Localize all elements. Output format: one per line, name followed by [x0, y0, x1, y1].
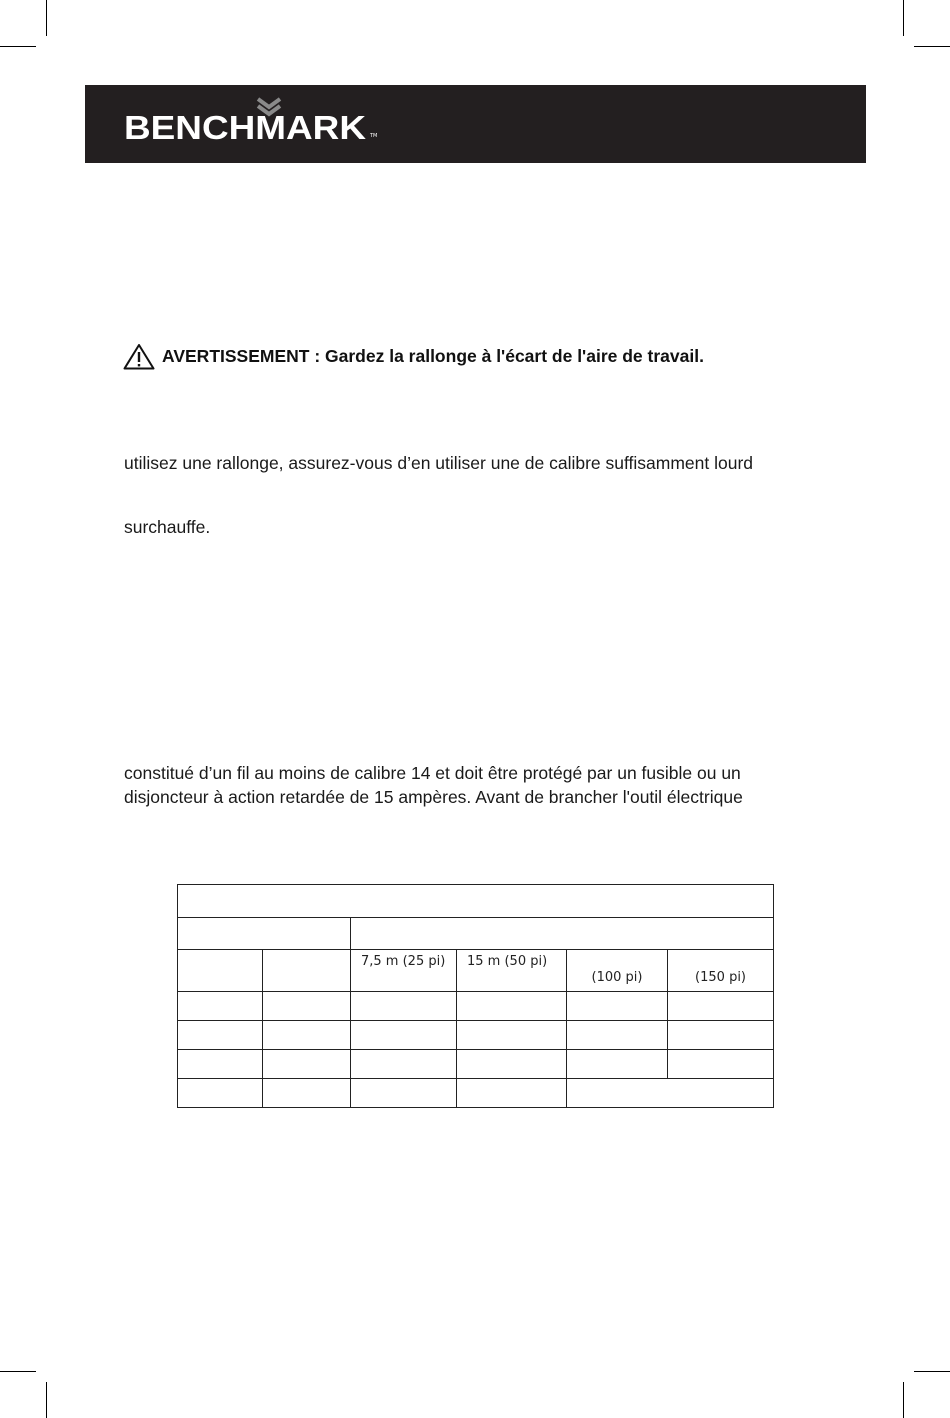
table-header-row — [178, 950, 774, 992]
length-header-25: 7,5 m (25 pi) — [361, 954, 446, 969]
table-cell — [351, 1021, 457, 1050]
table-header-cell — [668, 950, 774, 992]
table-cell — [263, 1050, 351, 1079]
crop-mark — [46, 0, 47, 36]
table-cell — [178, 950, 263, 992]
table-cell — [351, 992, 457, 1021]
warning-text: AVERTISSEMENT : Gardez la rallonge à l'écart de l'aire de travail. — [162, 345, 704, 366]
crop-mark — [914, 1371, 950, 1372]
table-cell — [263, 950, 351, 992]
svg-text:TM: TM — [370, 133, 378, 139]
crop-mark — [46, 1382, 47, 1418]
table-cell — [263, 1021, 351, 1050]
paragraph-line: constitué d’un fil au moins de calibre 14 et doit être protégé par un fusible ou un — [124, 763, 741, 783]
table-cell — [457, 1050, 567, 1079]
length-header-100: (100 pi) — [591, 970, 643, 985]
warning-line — [123, 342, 704, 370]
table-row — [178, 1050, 774, 1079]
table-group-row — [178, 918, 774, 950]
extension-cord-table — [177, 884, 774, 1108]
length-header-50: 15 m (50 pi) — [467, 954, 548, 969]
table-cell — [178, 1021, 263, 1050]
length-header-150: (150 pi) — [695, 970, 746, 985]
crop-mark — [903, 1382, 904, 1418]
paragraph-line: disjoncteur à action retardée de 15 ampères. Avant de brancher l'outil électrique — [124, 787, 743, 807]
table-cell — [178, 885, 774, 918]
table-cell — [457, 1079, 567, 1108]
table-row — [178, 1079, 774, 1108]
table-title-row — [178, 885, 774, 918]
benchmark-logo — [124, 97, 384, 147]
table-cell — [351, 918, 774, 950]
svg-text:BENCHMARK: BENCHMARK — [124, 109, 367, 146]
crop-mark — [914, 46, 950, 47]
paragraph-line: utilisez une rallonge, assurez-vous d’en utiliser une de calibre suffisamment lourd — [124, 453, 754, 473]
table-cell — [178, 992, 263, 1021]
crop-mark — [0, 46, 36, 47]
table-cell — [178, 1050, 263, 1079]
table-header-cell — [567, 950, 668, 992]
table-cell — [567, 1021, 668, 1050]
table-cell — [351, 1050, 457, 1079]
table-row — [178, 992, 774, 1021]
table-cell — [567, 1050, 668, 1079]
warning-triangle-icon — [123, 343, 155, 370]
table-cell — [263, 1079, 351, 1108]
table-cell — [457, 992, 567, 1021]
table-cell — [178, 1079, 263, 1108]
table-header-cell — [457, 950, 567, 992]
table-cell — [457, 1021, 567, 1050]
table-cell — [178, 918, 351, 950]
table-header-cell — [351, 950, 457, 992]
table-cell — [668, 1050, 774, 1079]
table-cell — [668, 1021, 774, 1050]
crop-mark — [903, 0, 904, 36]
table-cell — [567, 992, 668, 1021]
crop-mark — [0, 1371, 36, 1372]
table-row — [178, 1021, 774, 1050]
paragraph-line: surchauffe. — [124, 517, 211, 537]
table-cell — [263, 992, 351, 1021]
table-cell — [351, 1079, 457, 1108]
table-cell — [668, 992, 774, 1021]
table-cell — [567, 1079, 774, 1108]
